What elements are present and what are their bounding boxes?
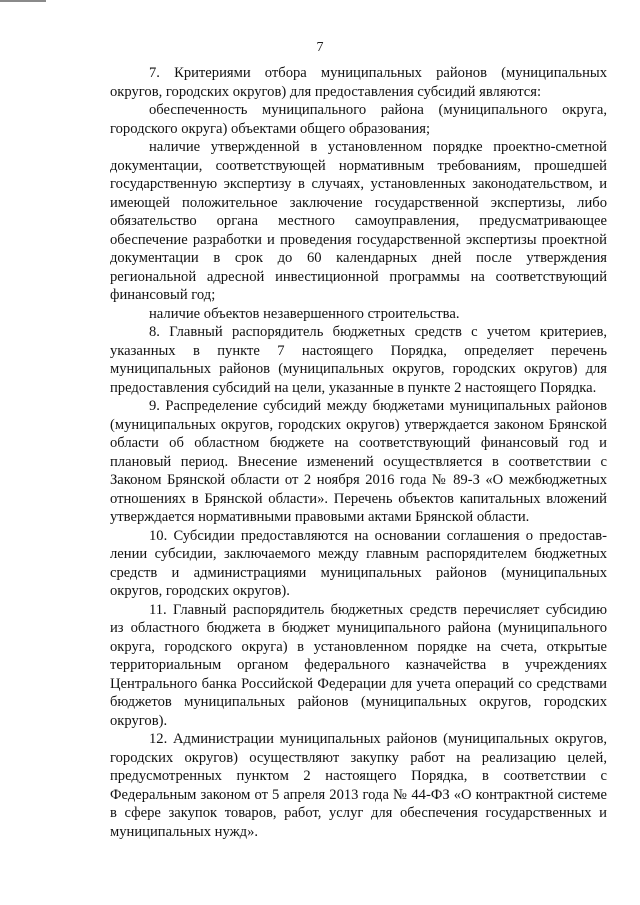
paragraph-criterion-documentation: наличие утвержденной в установленном порядке проектно-сметной документации, соответствующей нормативным требованиям, прошедшей государственную экспертизу в случаях, установленных законодательством, и имеющей положительное заключение государственной экспертизы, либо обязательство органа местного самоуправления, предусматривающее обеспечение разработки и проведения государственной экспертизы проектной документации в срок до 60 календарных дней после утверждения региональной адресной инвестиционной программы на соответствующий финансовый год; xyxy=(110,139,607,303)
paragraph-item-8: 8. Главный распорядитель бюджетных средств с учетом критериев, указанных в пункте 7 настоящего Порядка, определяет перечень муниципальных районов (муниципальных округов, городских округов) для предоставления субсидий на цели, указанные в пункте 2 настоящего Порядка. xyxy=(110,324,607,396)
paragraph-item-9: 9. Распределение субсидий между бюджетами муниципальных районов (муниципальных округов, городских округов) утверждается законом Брянской области об областном бюджете на соответствующий финансовый год и плановый период. Внесение изменений осуществляется в соответствии с Законом Брянской области от 2 ноября 2016 года № 89-З «О межбюджетных отношениях в Брянской области». Перечень объектов капитальных вложений утверждается нормативными правовыми актами Брянской области. xyxy=(110,398,607,525)
scan-corner-mark xyxy=(0,0,46,2)
paragraph-item-12: 12. Администрации муниципальных районов (муниципальных округов, городских округов) осуществляют закупку работ на реализацию целей, предусмотренных пунктом 2 настоящего Порядка, в соответствии с Федеральным законом от 5 апреля 2013 года № 44-ФЗ «О контрактной системе в сфере закупок товаров, работ, услуг для обеспечения государственных и муниципальных нужд». xyxy=(110,731,607,840)
paragraph-criterion-schools: обеспеченность муниципального района (муниципального округа, городского округа) объектами общего образования; xyxy=(110,102,607,137)
paragraph-criterion-unfinished: наличие объектов незавершенного строительства. xyxy=(149,305,460,322)
document-body xyxy=(110,64,607,841)
paragraph-item-10: 10. Субсидии предоставляются на основании соглашения о предоставлении субсидии, заключаемого между главным распорядителем бюджетных средств и администрациями муниципальных районов (муниципальных округов, городских округов). xyxy=(110,527,607,599)
paragraph-item-11: 11. Главный распорядитель бюджетных средств перечисляет субсидию из областного бюджета в бюджет муниципального района (муниципального округа, городского округа) в установленном порядке на счета, открытые территориальным органом федерального казначейства в учреждениях Центрального банка Российской Федерации для учета операций со средствами бюджетов муниципальных районов (муниципальных округов, городских округов). xyxy=(110,601,607,729)
page-number: 7 xyxy=(316,40,324,55)
paragraph-criteria: 7. Критериями отбора муниципальных районов (муниципальных округов, городских округов) для предоставления субсидий являются: xyxy=(110,65,607,100)
